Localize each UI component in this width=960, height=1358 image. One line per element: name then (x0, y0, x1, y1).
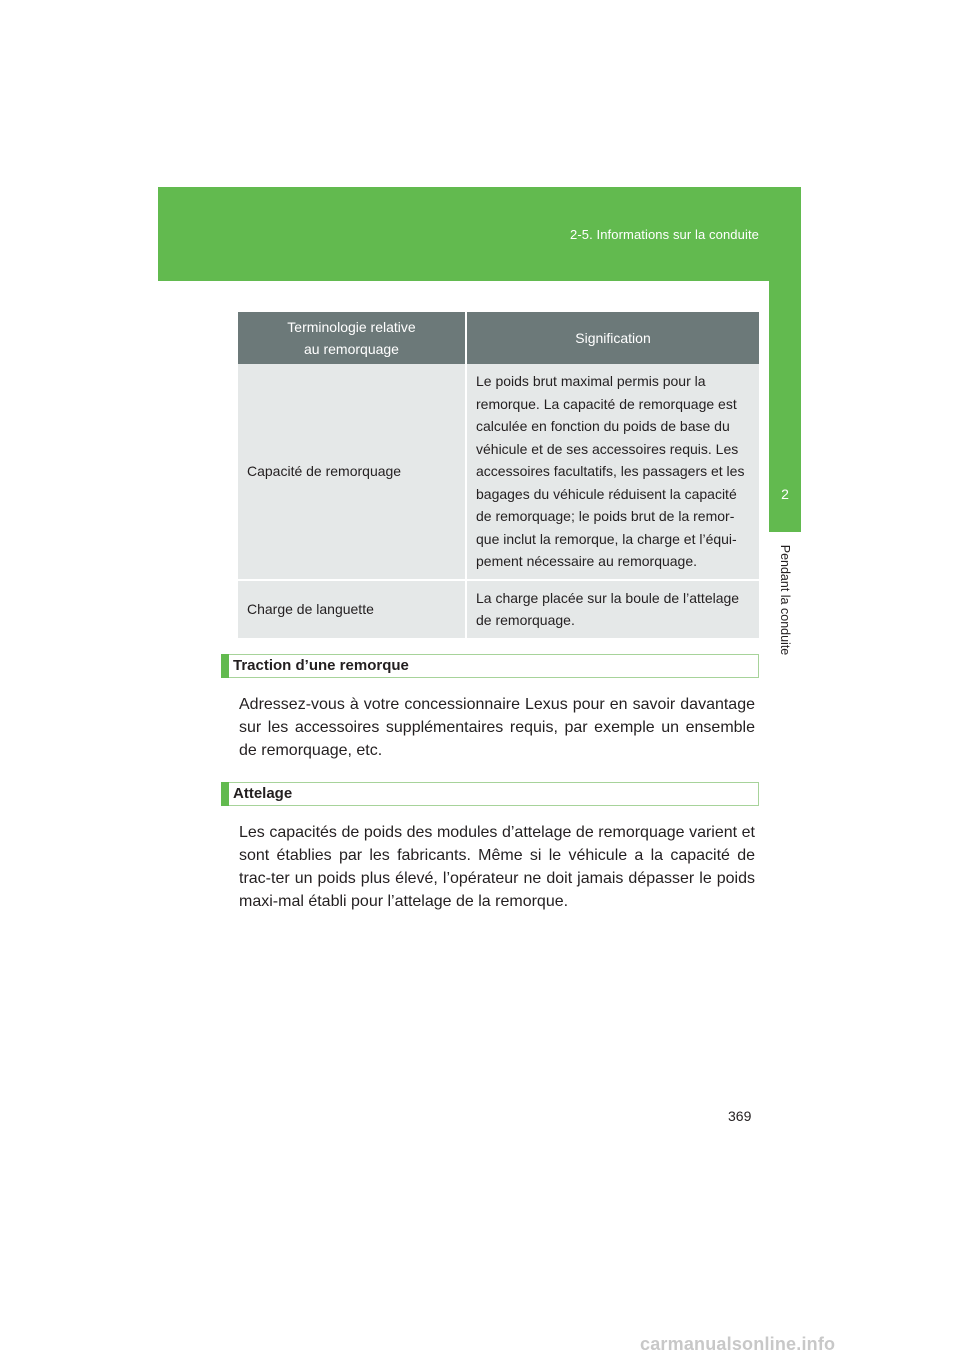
section-heading-label: Traction d’une remorque (233, 657, 409, 674)
section-body-towing: Adressez-vous à votre concessionnaire Lexus pour en savoir davantage sur les accessoires supplémentaires requis, par exemple un ensemble de remorquage, etc. (239, 696, 755, 759)
table-row (238, 580, 759, 638)
term-cell: Capacité de remorquage (238, 364, 466, 580)
section-heading-label: Attelage (233, 785, 293, 802)
chapter-number: 2 (781, 486, 789, 502)
section-title: 2-5. Informations sur la conduite (569, 227, 759, 242)
page-number: 369 (728, 1108, 752, 1124)
table-header-term (238, 312, 466, 364)
chapter-header-band (158, 187, 801, 281)
table-header-row (238, 312, 759, 364)
header-term-label: Terminologie relative au remorquage (287, 319, 416, 357)
heading-accent-bar (221, 782, 229, 806)
section-heading-towing (221, 654, 759, 678)
table-header-meaning: Signification (466, 312, 759, 364)
term-cell: Charge de languette (238, 580, 466, 638)
meaning-cell: La charge placée sur la boule de l’attelage de remorquage. (466, 580, 759, 638)
meaning-cell: Le poids brut maximal permis pour la remorque. La capacité de remorquage est calculée en fonction du poids de base du véhicule et de ses accessoires requis. Les accessoires facultatifs, les passagers et les bagages du véhicule réduisent la capacité de remorquage; le poids brut de la remor-que inclut la remorque, la charge et l’équi-pement nécessaire au remorquage. (466, 364, 759, 580)
watermark-text: carmanualsonline.info (640, 1334, 836, 1354)
chapter-side-tab (769, 187, 801, 532)
chapter-label: Pendant la conduite (778, 544, 792, 656)
section-heading-hitch (221, 782, 759, 806)
heading-accent-bar (221, 654, 229, 678)
towing-terms-table (238, 312, 759, 638)
section-body-hitch: Les capacités de poids des modules d’attelage de remorquage varient et sont établies par les fabricants. Même si le véhicule a la capacité de trac-ter un poids plus élevé, l’opérateur ne doit jamais dépasser le poids maxi-mal établi pour l’attelage de la remorque. (239, 824, 755, 910)
table-row (238, 364, 759, 580)
